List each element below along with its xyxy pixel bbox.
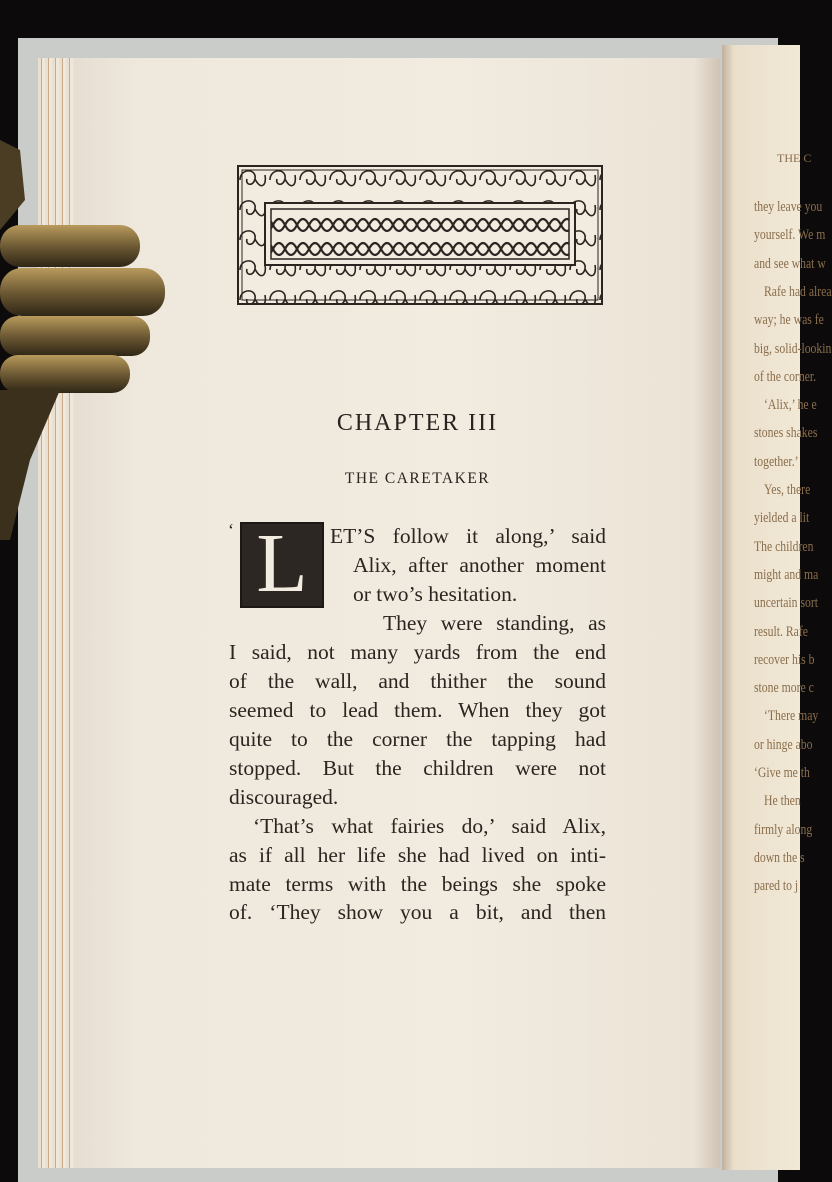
body-line: as if all her life she had lived on inti- <box>229 843 606 867</box>
right-page-line: recover his b <box>754 652 815 668</box>
right-page-line: way; he was fe <box>754 312 824 328</box>
right-page-line: pared to j <box>754 878 799 894</box>
hand-figurine <box>0 140 170 540</box>
right-page-line: they leave you <box>754 199 823 215</box>
right-page-line: He then <box>764 793 801 809</box>
right-page-line: ‘Alix,’ he e <box>764 397 817 413</box>
right-page-line: uncertain sort <box>754 595 819 611</box>
body-line: stopped. But the children were not <box>229 756 606 780</box>
right-page <box>722 45 832 1170</box>
body-line: ‘That’s what fairies do,’ said Alix, <box>253 814 606 838</box>
right-page-line: stone more c <box>754 680 814 696</box>
body-line: of. ‘They show you a bit, and then <box>229 900 606 924</box>
right-page-line: ‘There may <box>764 708 819 724</box>
body-line: mate terms with the beings she spoke <box>229 872 606 896</box>
right-page-line: or hinge abo <box>754 737 813 753</box>
body-line: ET’S follow it along,’ said <box>330 524 606 548</box>
right-page-line: stones shakes <box>754 425 818 441</box>
body-line: quite to the corner the tapping had <box>229 727 606 751</box>
right-page-line: big, solid-lookin <box>754 341 832 357</box>
body-line: or two’s hesitation. <box>353 582 518 606</box>
body-line: Alix, after another moment <box>353 553 606 577</box>
body-line: They were standing, as <box>383 611 606 635</box>
right-page-line: result. Rafe <box>754 624 808 640</box>
right-page-line: Yes, there <box>764 482 811 498</box>
body-line: of the wall, and thither the sound <box>229 669 606 693</box>
body-line: seemed to lead them. When they got <box>229 698 606 722</box>
right-page-line: down the s <box>754 850 805 866</box>
right-page-line: yielded a lit <box>754 510 810 526</box>
right-page-line: yourself. We m <box>754 227 826 243</box>
right-page-header: THE C <box>777 151 812 165</box>
body-line: I said, not many yards from the end <box>229 640 606 664</box>
right-page-line: might and ma <box>754 567 819 583</box>
opening-quote: ‘ <box>228 520 234 540</box>
chapter-ornament <box>237 165 603 305</box>
right-page-line: together.’ <box>754 454 799 470</box>
chapter-subtitle: THE CARETAKER <box>344 470 491 487</box>
right-page-line: The children <box>754 539 814 555</box>
right-page-line: firmly along <box>754 822 813 838</box>
chapter-title: CHAPTER III <box>336 410 499 436</box>
body-line: discouraged. <box>229 785 339 809</box>
drop-cap <box>240 517 324 610</box>
drop-cap-letter: L <box>256 517 308 610</box>
right-page-line: and see what w <box>754 256 826 272</box>
right-page-line: ‘Give me th <box>754 765 810 781</box>
right-page-line: of the corner. <box>754 369 817 385</box>
right-page-line: Rafe had alrea <box>764 284 832 300</box>
